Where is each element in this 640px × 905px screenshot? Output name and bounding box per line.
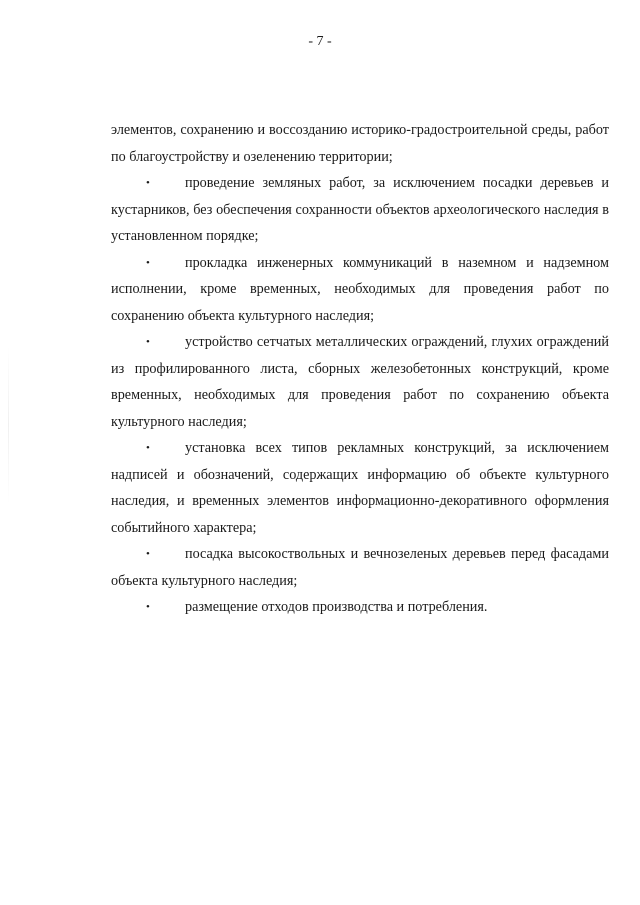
list-item bbox=[111, 250, 609, 330]
bullet-icon: • bbox=[146, 601, 150, 613]
list-item bbox=[111, 541, 609, 594]
list-item-text: размещение отходов производства и потребления. bbox=[185, 599, 488, 615]
list-item bbox=[111, 435, 609, 541]
list-item-text: устройство сетчатых металлических ограждений, глухих ограждений из профилированного листа, сборных железобетонных конструкций, кроме временных, необходимых для проведения работ по сохранению объекта культурного наследия; bbox=[111, 334, 609, 430]
list-item bbox=[111, 170, 609, 250]
bullet-icon: • bbox=[146, 548, 150, 560]
intro-paragraph: элементов, сохранению и воссозданию историко-градостроительной среды, работ по благоустройству и озеленению территории; bbox=[111, 122, 609, 165]
list-item-text: проведение земляных работ, за исключением посадки деревьев и кустарников, без обеспечения сохранности объектов археологического наследия в установленном порядке; bbox=[111, 175, 609, 244]
list-item bbox=[111, 594, 609, 621]
list-item-text: прокладка инженерных коммуникаций в наземном и надземном исполнении, кроме временных, необходимых для проведения работ по сохранению объекта культурного наследия; bbox=[111, 254, 609, 324]
scan-edge-mark bbox=[8, 345, 9, 505]
document-body bbox=[111, 117, 609, 621]
bullet-icon: • bbox=[146, 442, 150, 454]
bullet-icon: • bbox=[146, 336, 150, 348]
bullet-icon: • bbox=[146, 256, 150, 269]
list-item bbox=[111, 329, 609, 435]
page-number: - 7 - bbox=[308, 34, 332, 49]
bullet-icon: • bbox=[146, 177, 150, 189]
list-item-text: посадка высокоствольных и вечнозеленых деревьев перед фасадами объекта культурного наследия; bbox=[111, 546, 609, 589]
list-item-text: установка всех типов рекламных конструкций, за исключением надписей и обозначений, содержащих информацию об объекте культурного наследия, и временных элементов информационно-декоративного оформления событийного характера; bbox=[111, 440, 609, 536]
